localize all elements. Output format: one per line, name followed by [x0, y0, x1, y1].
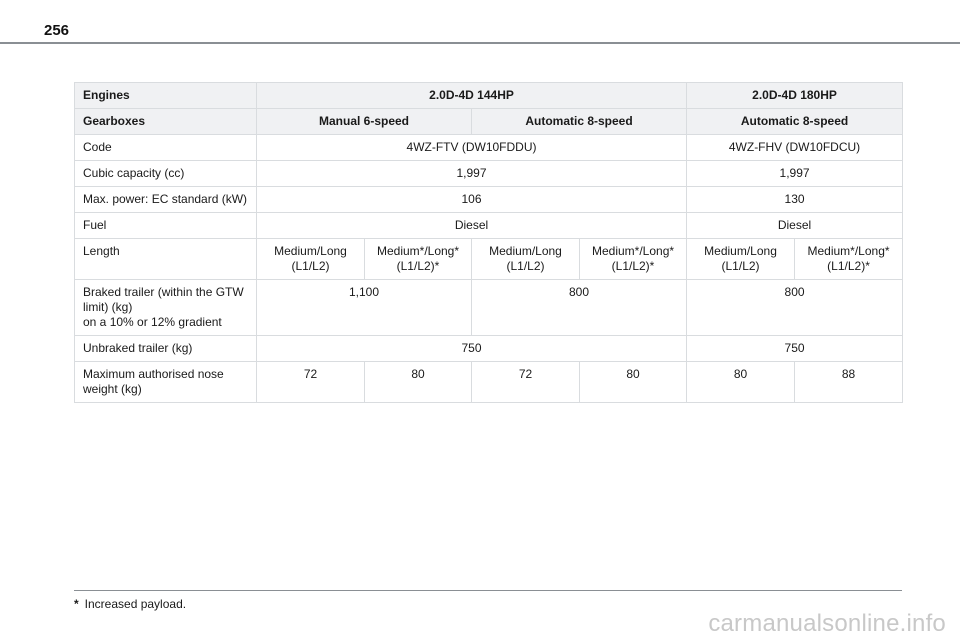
table-row-length	[75, 239, 903, 280]
row-label-engines: Engines	[75, 83, 257, 109]
table-cell: Medium/Long (L1/L2)	[472, 239, 580, 280]
table-cell: 130	[687, 187, 903, 213]
row-label-capacity: Cubic capacity (cc)	[75, 161, 257, 187]
table-cell: 1,997	[257, 161, 687, 187]
table-cell: 4WZ-FTV (DW10FDDU)	[257, 135, 687, 161]
header-divider	[0, 42, 960, 44]
table-row-braked-trailer	[75, 280, 903, 336]
engine-spec-table	[74, 82, 903, 403]
table-row-unbraked-trailer	[75, 336, 903, 362]
gearbox-manual-6: Manual 6-speed	[257, 109, 472, 135]
watermark: carmanualsonline.info	[708, 610, 946, 637]
table-cell: 750	[257, 336, 687, 362]
gearbox-auto-8-a: Automatic 8-speed	[472, 109, 687, 135]
row-label-fuel: Fuel	[75, 213, 257, 239]
footnote-text: Increased payload.	[84, 597, 187, 611]
row-label-unbraked-trailer: Unbraked trailer (kg)	[75, 336, 257, 362]
engine-180hp-header: 2.0D-4D 180HP	[687, 83, 903, 109]
table-cell: 72	[257, 362, 365, 403]
table-row-gearboxes	[75, 109, 903, 135]
table-cell: Medium*/Long* (L1/L2)*	[795, 239, 903, 280]
table-cell: Diesel	[257, 213, 687, 239]
table-cell: Medium*/Long* (L1/L2)*	[580, 239, 687, 280]
row-label-gearboxes: Gearboxes	[75, 109, 257, 135]
table-cell: 4WZ-FHV (DW10FDCU)	[687, 135, 903, 161]
footer-divider	[74, 590, 902, 591]
table-cell: Medium/Long (L1/L2)	[257, 239, 365, 280]
row-label-nose-weight: Maximum authorised nose weight (kg)	[75, 362, 257, 403]
table-cell: 1,100	[257, 280, 472, 336]
table-row-code	[75, 135, 903, 161]
row-label-power: Max. power: EC standard (kW)	[75, 187, 257, 213]
table-row-power	[75, 187, 903, 213]
table-cell: 72	[472, 362, 580, 403]
row-label-code: Code	[75, 135, 257, 161]
table-cell: 106	[257, 187, 687, 213]
table-cell: 80	[580, 362, 687, 403]
table-cell: 80	[365, 362, 472, 403]
footnote-mark: *	[74, 597, 79, 611]
table-row-nose-weight	[75, 362, 903, 403]
table-cell: Medium/Long (L1/L2)	[687, 239, 795, 280]
table-cell: 750	[687, 336, 903, 362]
footnote	[74, 597, 186, 611]
table-row-capacity	[75, 161, 903, 187]
table-cell: 800	[472, 280, 687, 336]
table-row-engines	[75, 83, 903, 109]
table-cell: 800	[687, 280, 903, 336]
table-cell: 80	[687, 362, 795, 403]
table-cell: Medium*/Long* (L1/L2)*	[365, 239, 472, 280]
table-cell: 88	[795, 362, 903, 403]
engine-144hp-header: 2.0D-4D 144HP	[257, 83, 687, 109]
table-cell: Diesel	[687, 213, 903, 239]
page-number: 256	[44, 22, 70, 39]
gearbox-auto-8-b: Automatic 8-speed	[687, 109, 903, 135]
row-label-length: Length	[75, 239, 257, 280]
table-row-fuel	[75, 213, 903, 239]
table-cell: 1,997	[687, 161, 903, 187]
row-label-braked-trailer: Braked trailer (within the GTW limit) (kg) on a 10% or 12% gradient	[75, 280, 257, 336]
